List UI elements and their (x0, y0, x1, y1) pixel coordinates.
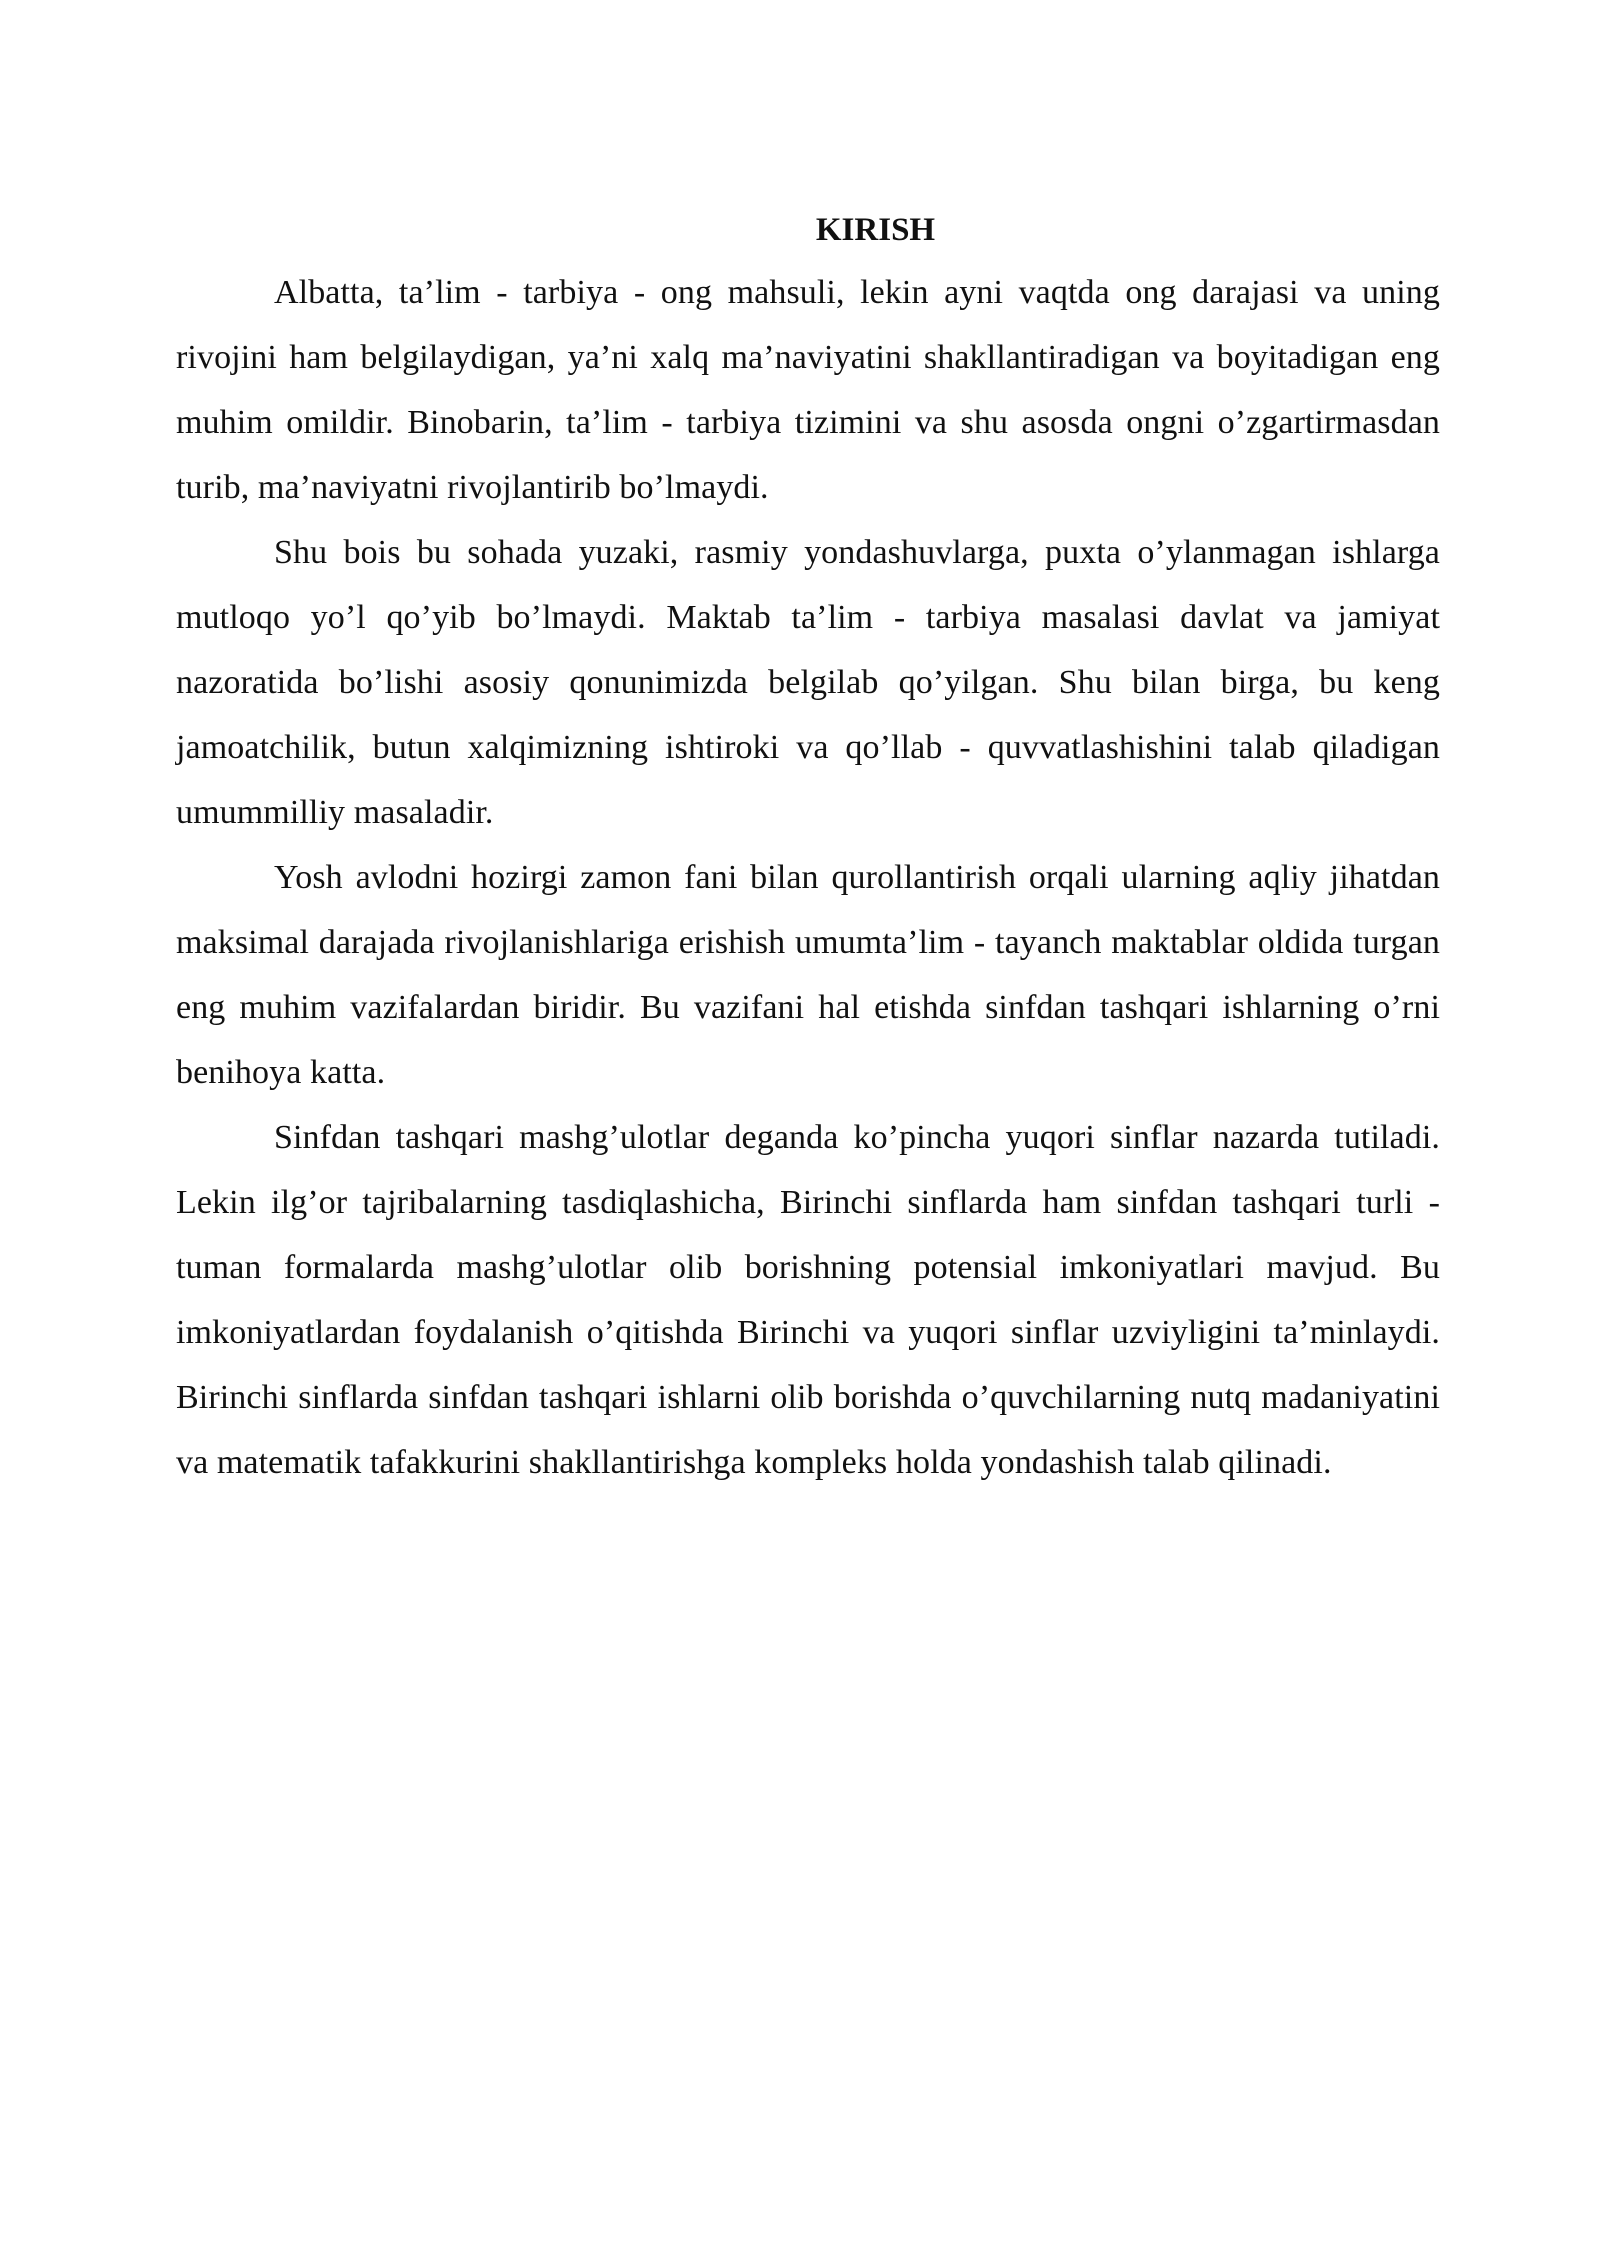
page-title: KIRISH (815, 212, 936, 248)
document-body (176, 200, 1440, 1495)
paragraph-3: Yosh avlodni hozirgi zamon fani bilan qurollantirish orqali ularning aqliy jihatdan maksimal darajada rivojlanishlariga erishish umumta’lim - tayanch maktablar oldida turgan eng muhim vazifalardan biridir. Bu vazifani hal etishda sinfdan tashqari ishlarning o’rni benihoya katta. (176, 859, 1440, 1091)
paragraph-2: Shu bois bu sohada yuzaki, rasmiy yondashuvlarga, puxta o’ylanmagan ishlarga mutloqo yo’l qo’yib bo’lmaydi. Maktab ta’lim - tarbiya masalasi davlat va jamiyat nazoratida bo’lishi asosiy qonunimizda belgilab qo’yilgan. Shu bilan birga, bu keng jamoatchilik, butun xalqimizning ishtiroki va qo’llab - quvvatlashishini talab qiladigan umummilliy masaladir. (176, 534, 1440, 831)
paragraph-4: Sinfdan tashqari mashg’ulotlar deganda ko’pincha yuqori sinflar nazarda tutiladi. Lekin ilg’or tajribalarning tasdiqlashicha, Birinchi sinflarda ham sinfdan tashqari turli - tuman formalarda mashg’ulotlar olib borishning potensial imkoniyatlari mavjud. Bu imkoniyatlardan foydalanish o’qitishda Birinchi va yuqori sinflar uzviyligini ta’minlaydi. Birinchi sinflarda sinfdan tashqari ishlarni olib borishda o’quvchilarning nutq madaniyatini va matematik tafakkurini shakllantirishga kompleks holda yondashish talab qilinadi. (176, 1119, 1440, 1481)
paragraph-1: Albatta, ta’lim - tarbiya - ong mahsuli, lekin ayni vaqtda ong darajasi va uning rivojini ham belgilaydigan, ya’ni xalq ma’naviyatini shakllantiradigan va boyitadigan eng muhim omildir. Binobarin, ta’lim - tarbiya tizimini va shu asosda ongni o’zgartirmasdan turib, ma’naviyatni rivojlantirib bo’lmaydi. (176, 274, 1440, 506)
